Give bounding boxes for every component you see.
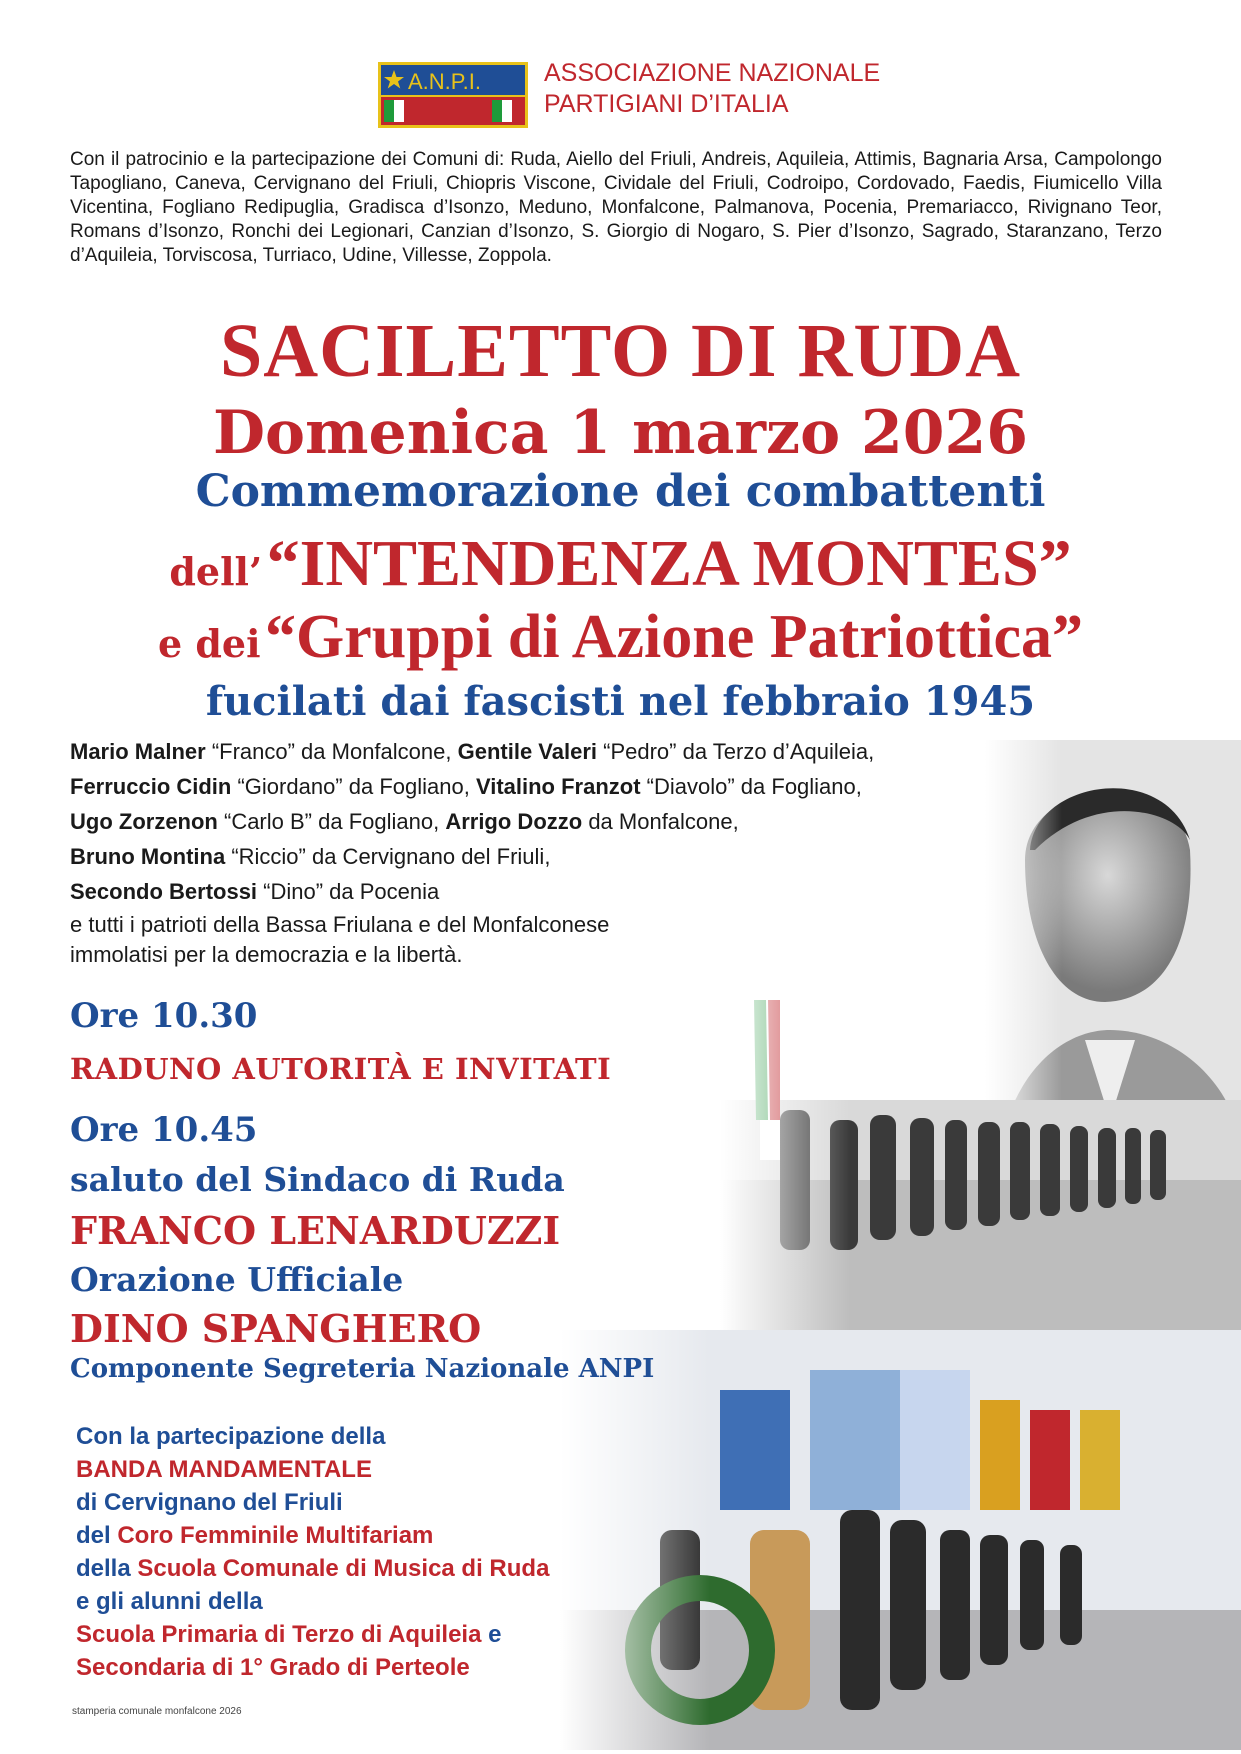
title-executed: fucilati dai fascisti nel febbraio 1945 (205, 678, 1036, 725)
participation-highlight: Scuola Primaria di Terzo di Aquileia (76, 1621, 482, 1648)
victim-name: Secondo Bertossi (70, 879, 258, 904)
victim-detail: “Riccio” da Cervignano del Friuli, (225, 844, 551, 869)
association-line1: ASSOCIAZIONE NAZIONALE (544, 59, 881, 87)
mayor-name: FRANCO LENARDUZZI (70, 1208, 561, 1253)
participation-text: Con la partecipazione della (76, 1423, 386, 1450)
participation-highlight: Coro Femminile Multifariam (117, 1522, 434, 1549)
participation-text: di Cervignano del Friuli (76, 1489, 343, 1516)
participation-line (76, 1618, 549, 1651)
orator-name: DINO SPANGHERO (70, 1306, 482, 1351)
victim-name: Mario Malner (70, 739, 206, 764)
ceremony-photo (560, 1330, 1241, 1750)
title-commemoration: Commemorazione dei combattenti (195, 466, 1046, 517)
svg-text:A.N.P.I.: A.N.P.I. (408, 69, 481, 94)
victim-name: Arrigo Dozzo (445, 809, 583, 834)
victim-name: Vitalino Franzot (475, 774, 641, 799)
participation-line (76, 1453, 549, 1486)
association-line2: PARTIGIANI D’ITALIA (544, 90, 789, 118)
event-mayor-greeting: saluto del Sindaco di Ruda (70, 1160, 565, 1199)
title-intendenza-name: “INTENDENZA MONTES” (266, 527, 1072, 600)
victim-line (70, 839, 874, 874)
victims-list (70, 734, 874, 909)
victim-line (70, 874, 874, 909)
victim-detail: “Giordano” da Fogliano, (231, 774, 476, 799)
participation-text: e gli alunni della (76, 1588, 263, 1615)
oration-heading: Orazione Ufficiale (70, 1260, 404, 1299)
victim-detail: “Franco” da Monfalcone, (205, 739, 458, 764)
victim-detail: da Monfalcone, (582, 809, 739, 834)
association-name (544, 58, 880, 120)
title-gap-name: “Gruppi di Azione Patriottica” (265, 603, 1084, 671)
victim-name: Bruno Montina (70, 844, 226, 869)
participation-line (76, 1552, 549, 1585)
title-place: SACILETTO DI RUDA (219, 309, 1022, 393)
title-gap-prefix: e dei (157, 621, 261, 666)
participation-list (76, 1420, 549, 1684)
march-photo (720, 1000, 1241, 1330)
title-gap (0, 602, 1241, 673)
participation-line (76, 1519, 549, 1552)
printer-credit: stamperia comunale monfalcone 2026 (72, 1706, 242, 1717)
title-date: Domenica 1 marzo 2026 (212, 398, 1028, 468)
anpi-logo (378, 62, 528, 128)
victim-name: Ferruccio Cidin (70, 774, 232, 799)
victim-detail: “Carlo B” da Fogliano, (217, 809, 446, 834)
participation-line (76, 1651, 549, 1684)
orator-role: Componente Segreteria Nazionale ANPI (70, 1354, 655, 1384)
victim-detail: “Dino” da Pocenia (257, 879, 440, 904)
victim-name: Gentile Valeri (457, 739, 598, 764)
participation-highlight: Scuola Comunale di Musica di Ruda (137, 1555, 550, 1582)
victim-line (70, 769, 874, 804)
participation-text: del (76, 1522, 118, 1549)
victim-name: Ugo Zorzenon (70, 809, 218, 834)
time-10-30: Ore 10.30 (70, 996, 258, 1036)
closing-line2: immolatisi per la democrazia e la libertà. (70, 942, 463, 967)
participation-line (76, 1486, 549, 1519)
closing-line1: e tutti i patrioti della Bassa Friulana e del Monfalconese (70, 912, 610, 937)
victim-detail: “Pedro” da Terzo d’Aquileia, (597, 739, 875, 764)
title-intendenza (0, 526, 1241, 602)
patronage-text: Con il patrocinio e la partecipazione dei Comuni di: Ruda, Aiello del Friuli, Andreis, Aquileia, Attimis, Bagnaria Arsa, Campolongo Tapogliano, Caneva, Cervignano del Friuli, Chiopris Viscone, Cividale del Friuli, Codroipo, Cordovado, Faedis, Fiumicello Villa Vicentina, Fogliano Redipuglia, Gradisca d’Isonzo, Meduno, Monfalcone, Palmanova, Pocenia, Premariacco, Rivignano Teor, Romans d’Isonzo, Ronchi dei Legionari, Canzian d’Isonzo, S. Giorgio di Nogaro, S. Pier d’Isonzo, Sagrado, Staranzano, Terzo d’Aquileia, Torviscosa, Turriaco, Udine, Villesse, Zoppola. (70, 149, 1162, 266)
closing-text (70, 910, 609, 970)
victim-detail: “Diavolo” da Fogliano, (640, 774, 862, 799)
participation-highlight: Secondaria di 1° Grado di Perteole (76, 1654, 470, 1681)
participation-highlight: BANDA MANDAMENTALE (76, 1456, 372, 1483)
victim-line (70, 804, 874, 839)
time-10-45: Ore 10.45 (70, 1110, 258, 1150)
event-gathering: RADUNO AUTORITÀ E INVITATI (70, 1052, 612, 1086)
participation-line (76, 1420, 549, 1453)
title-intendenza-prefix: dell’ (169, 549, 263, 594)
participation-text: e (481, 1621, 502, 1648)
participation-line (76, 1585, 549, 1618)
participation-text: della (76, 1555, 138, 1582)
victim-line (70, 734, 874, 769)
